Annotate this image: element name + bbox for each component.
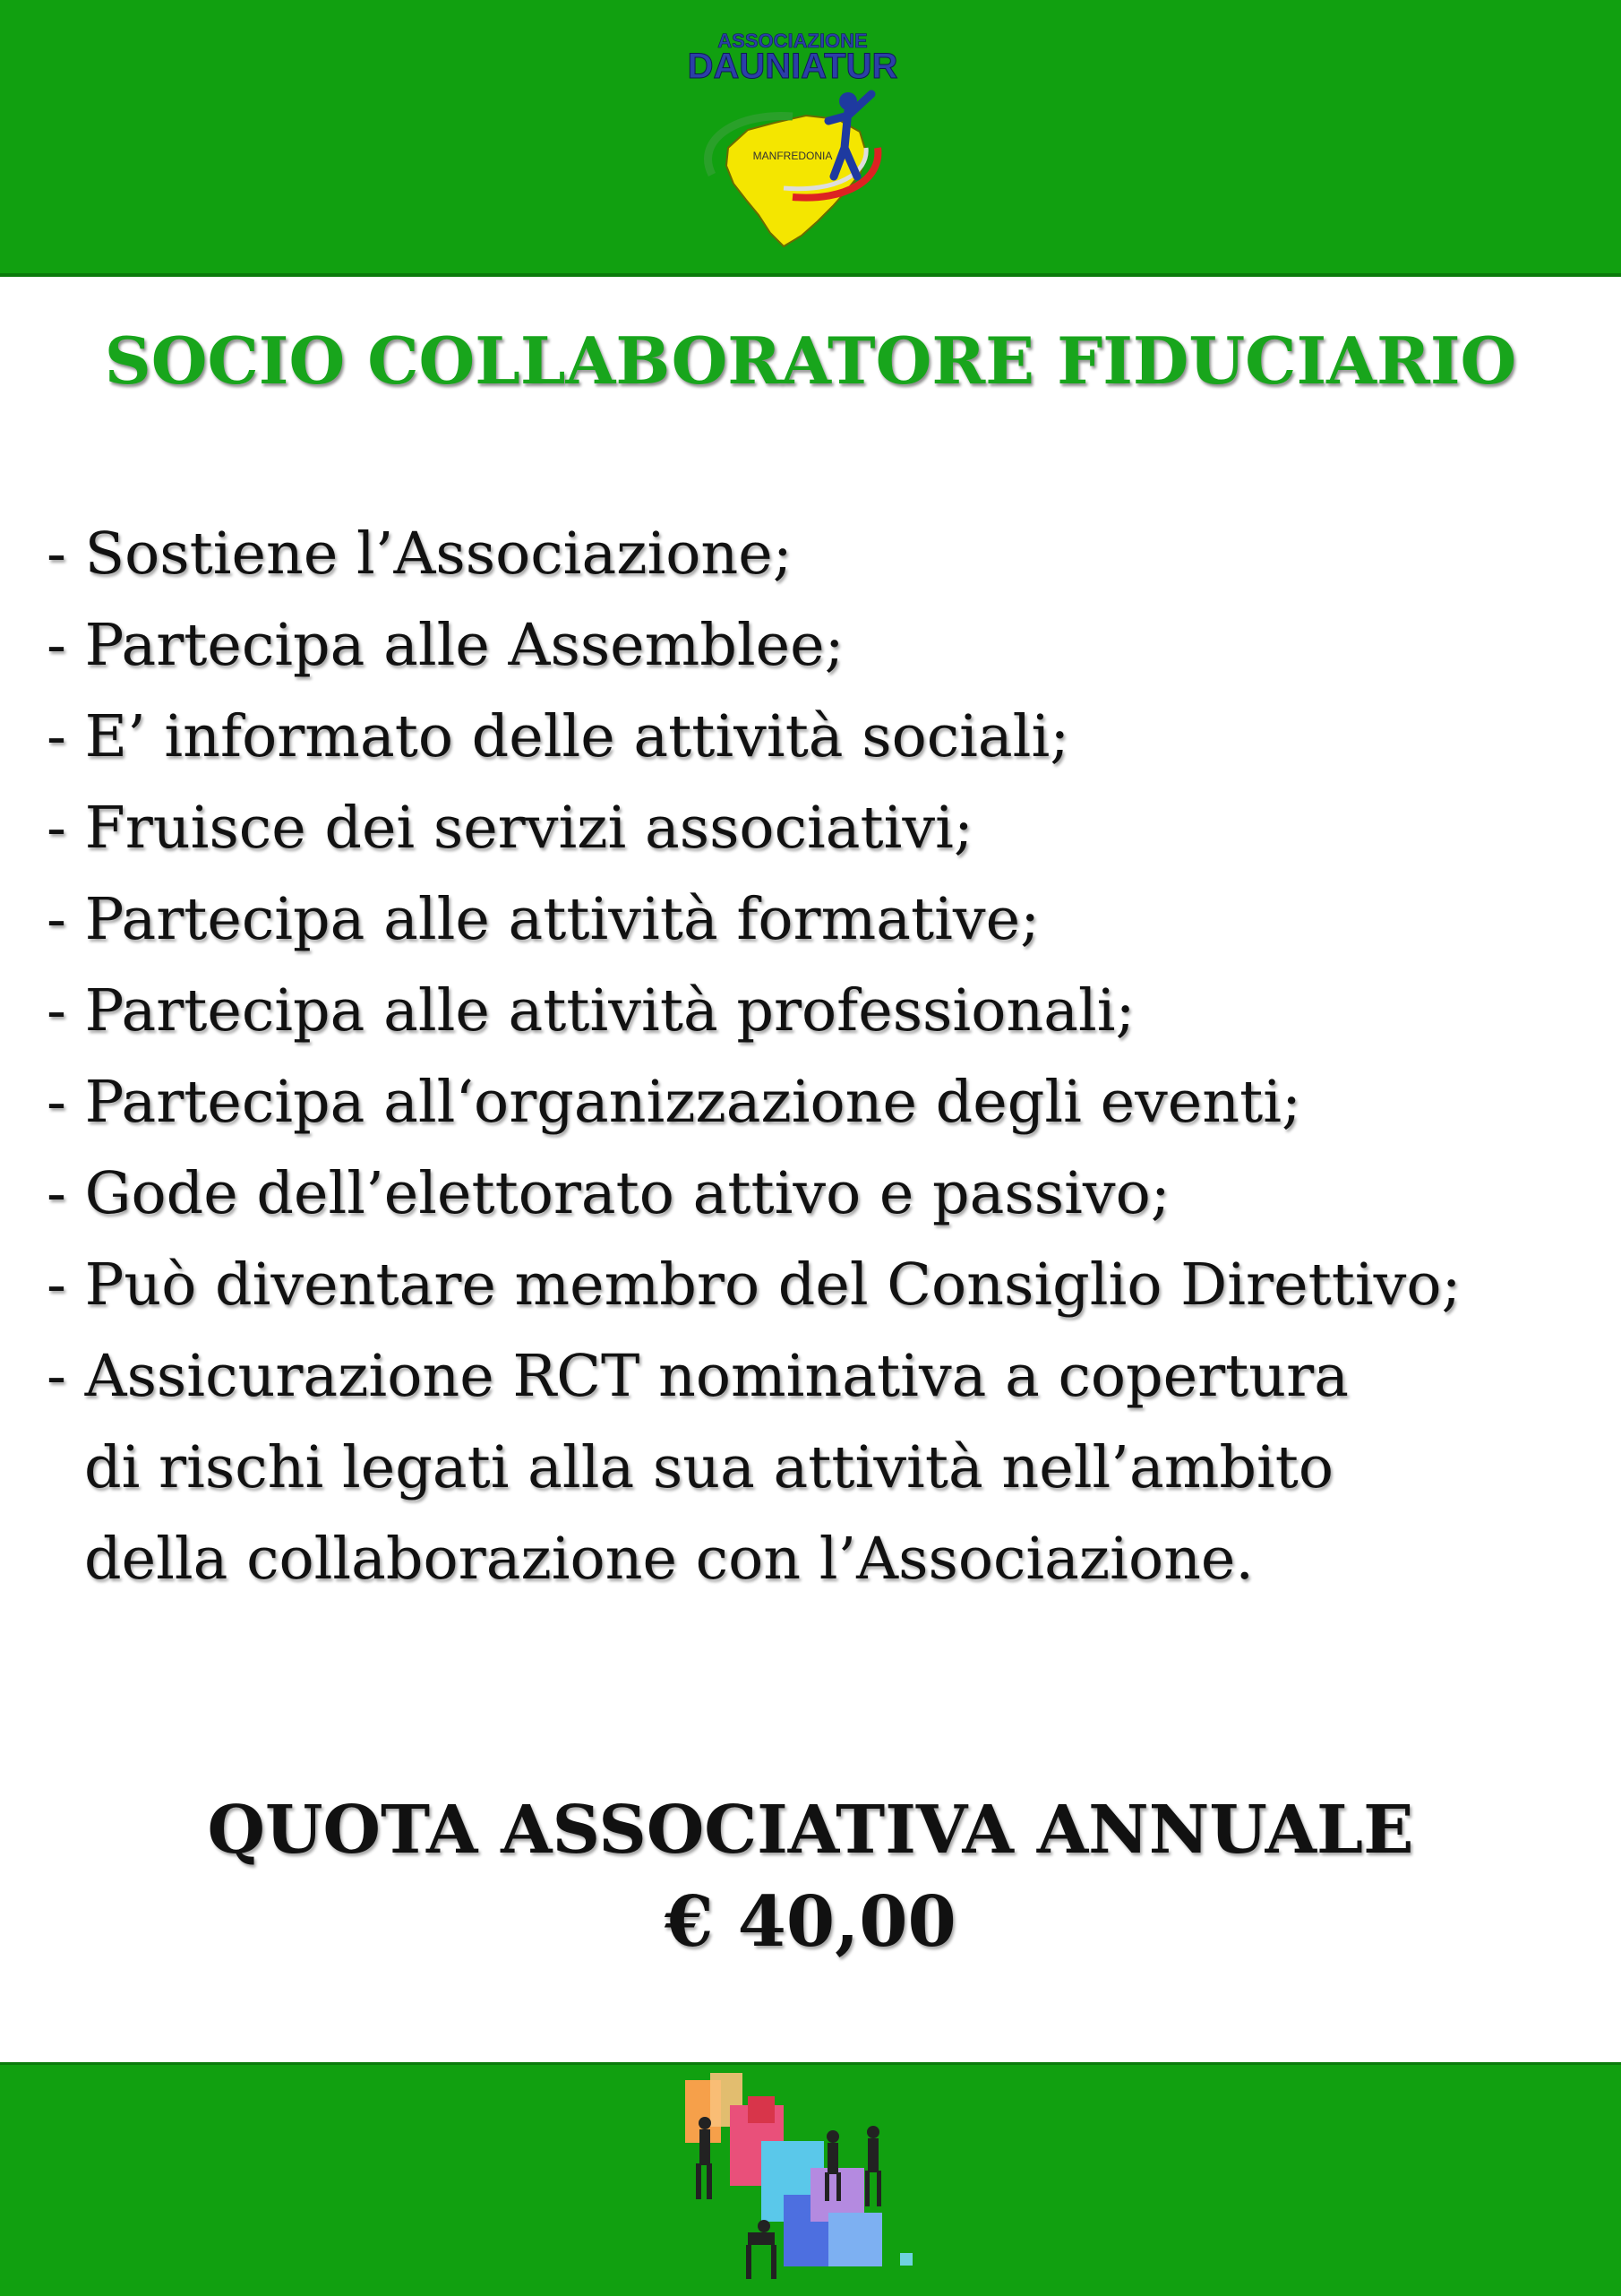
list-item: - Partecipa all‘organizzazione degli eventi; xyxy=(47,1069,1301,1136)
people-building-blocks-illustration xyxy=(676,2069,936,2289)
list-item: - Può diventare membro del Consiglio Direttivo; xyxy=(47,1251,1462,1319)
quota-amount: € 40,00 xyxy=(665,1881,956,1963)
list-item: - E’ informato delle attività sociali; xyxy=(47,703,1070,770)
list-item: - Gode dell’elettorato attivo e passivo; xyxy=(47,1160,1171,1227)
list-item: - Fruisce dei servizi associativi; xyxy=(47,795,973,862)
header-band xyxy=(0,0,1621,277)
dauniatur-logo xyxy=(658,22,936,255)
list-item-continuation: di rischi legati alla sua attività nell’ambito xyxy=(84,1434,1334,1501)
logo-text-main: DAUNIATUR xyxy=(687,47,898,86)
list-item: - Partecipa alle Assemblee; xyxy=(47,612,845,679)
block-red xyxy=(748,2096,775,2123)
list-item: - Partecipa alle attività professionali; xyxy=(47,977,1136,1045)
block-lightblue xyxy=(828,2213,882,2266)
page-title: SOCIO COLLABORATORE FIDUCIARIO xyxy=(104,322,1517,399)
logo-text-top: ASSOCIAZIONE xyxy=(717,30,868,52)
benefits-list xyxy=(47,509,1614,1605)
list-item: - Sostiene l’Associazione; xyxy=(47,520,793,588)
list-item: - Assicurazione RCT nominativa a copertura xyxy=(47,1343,1349,1410)
logo-text-city: MANFREDONIA xyxy=(752,150,833,162)
list-item-continuation: della collaborazione con l’Associazione. xyxy=(84,1526,1255,1593)
quota-label: QUOTA ASSOCIATIVA ANNUALE xyxy=(207,1792,1414,1869)
block-small-cyan xyxy=(900,2253,913,2266)
list-item: - Partecipa alle attività formative; xyxy=(47,886,1040,953)
